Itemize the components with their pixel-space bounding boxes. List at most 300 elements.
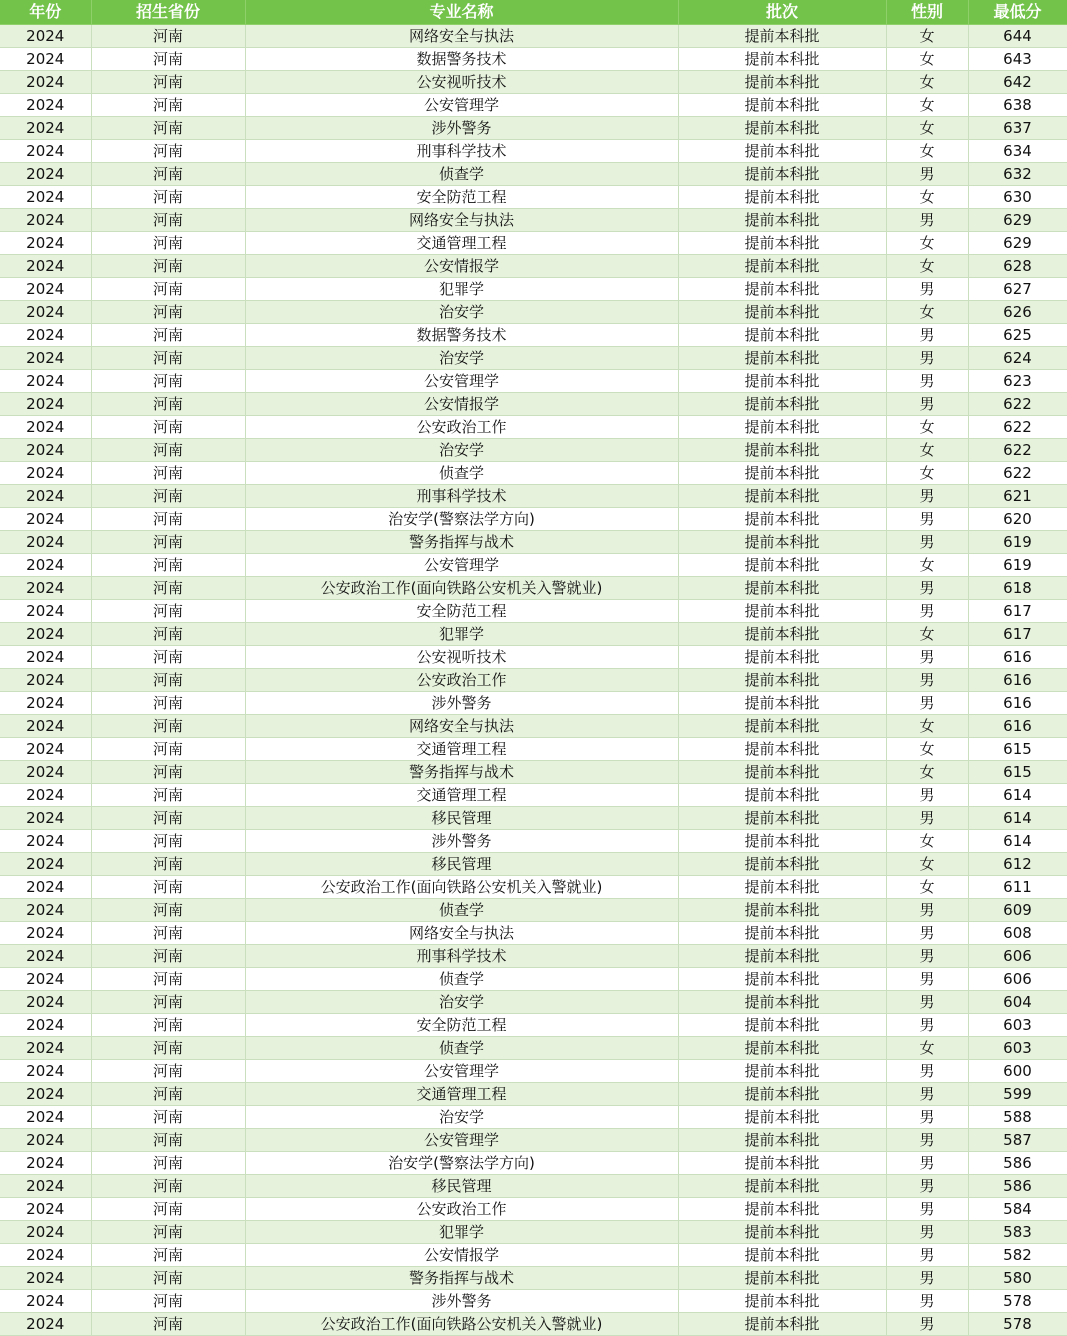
cell-batch: 提前本科批: [678, 738, 886, 761]
cell-province: 河南: [91, 692, 245, 715]
cell-province: 河南: [91, 991, 245, 1014]
cell-min-score: 603: [968, 1037, 1067, 1060]
cell-year: 2024: [0, 301, 91, 324]
header-row: [0, 0, 1067, 25]
table-row: [0, 876, 1067, 899]
table-row: [0, 1267, 1067, 1290]
cell-gender: 男: [886, 1106, 968, 1129]
cell-min-score: 622: [968, 462, 1067, 485]
cell-gender: 女: [886, 876, 968, 899]
cell-major: 侦查学: [245, 1037, 678, 1060]
cell-major: 犯罪学: [245, 1221, 678, 1244]
cell-province: 河南: [91, 899, 245, 922]
cell-major: 公安政治工作: [245, 1198, 678, 1221]
cell-province: 河南: [91, 1175, 245, 1198]
cell-min-score: 586: [968, 1152, 1067, 1175]
cell-batch: 提前本科批: [678, 25, 886, 48]
cell-gender: 男: [886, 1313, 968, 1336]
cell-province: 河南: [91, 738, 245, 761]
cell-batch: 提前本科批: [678, 48, 886, 71]
table-row: [0, 1175, 1067, 1198]
cell-gender: 男: [886, 324, 968, 347]
cell-batch: 提前本科批: [678, 1060, 886, 1083]
table-header: [0, 0, 1067, 25]
cell-major: 公安政治工作(面向铁路公安机关入警就业): [245, 577, 678, 600]
cell-min-score: 642: [968, 71, 1067, 94]
cell-year: 2024: [0, 1083, 91, 1106]
table-row: [0, 669, 1067, 692]
cell-year: 2024: [0, 1060, 91, 1083]
cell-major: 治安学: [245, 1106, 678, 1129]
table-row: [0, 416, 1067, 439]
cell-year: 2024: [0, 508, 91, 531]
cell-gender: 男: [886, 393, 968, 416]
cell-batch: 提前本科批: [678, 1267, 886, 1290]
cell-year: 2024: [0, 255, 91, 278]
cell-major: 侦查学: [245, 163, 678, 186]
cell-min-score: 629: [968, 209, 1067, 232]
cell-year: 2024: [0, 1198, 91, 1221]
cell-min-score: 628: [968, 255, 1067, 278]
cell-batch: 提前本科批: [678, 186, 886, 209]
cell-province: 河南: [91, 1014, 245, 1037]
cell-province: 河南: [91, 301, 245, 324]
cell-gender: 男: [886, 1083, 968, 1106]
cell-province: 河南: [91, 807, 245, 830]
cell-major: 移民管理: [245, 1175, 678, 1198]
cell-major: 网络安全与执法: [245, 209, 678, 232]
cell-year: 2024: [0, 25, 91, 48]
cell-gender: 男: [886, 577, 968, 600]
cell-gender: 女: [886, 830, 968, 853]
table-row: [0, 347, 1067, 370]
cell-major: 网络安全与执法: [245, 715, 678, 738]
cell-major: 涉外警务: [245, 117, 678, 140]
cell-gender: 男: [886, 1244, 968, 1267]
table-row: [0, 1221, 1067, 1244]
cell-min-score: 586: [968, 1175, 1067, 1198]
cell-gender: 男: [886, 945, 968, 968]
cell-batch: 提前本科批: [678, 899, 886, 922]
cell-province: 河南: [91, 1221, 245, 1244]
cell-province: 河南: [91, 554, 245, 577]
cell-batch: 提前本科批: [678, 1083, 886, 1106]
table-row: [0, 1083, 1067, 1106]
cell-batch: 提前本科批: [678, 945, 886, 968]
cell-batch: 提前本科批: [678, 669, 886, 692]
cell-year: 2024: [0, 577, 91, 600]
cell-gender: 男: [886, 1060, 968, 1083]
cell-year: 2024: [0, 1175, 91, 1198]
cell-province: 河南: [91, 1129, 245, 1152]
cell-year: 2024: [0, 1129, 91, 1152]
cell-min-score: 622: [968, 416, 1067, 439]
cell-province: 河南: [91, 393, 245, 416]
cell-batch: 提前本科批: [678, 301, 886, 324]
cell-major: 移民管理: [245, 807, 678, 830]
cell-major: 交通管理工程: [245, 784, 678, 807]
table-row: [0, 807, 1067, 830]
cell-gender: 女: [886, 117, 968, 140]
cell-gender: 男: [886, 968, 968, 991]
cell-min-score: 606: [968, 945, 1067, 968]
cell-gender: 女: [886, 186, 968, 209]
cell-min-score: 611: [968, 876, 1067, 899]
cell-province: 河南: [91, 324, 245, 347]
cell-major: 公安情报学: [245, 255, 678, 278]
cell-province: 河南: [91, 186, 245, 209]
cell-batch: 提前本科批: [678, 393, 886, 416]
cell-batch: 提前本科批: [678, 692, 886, 715]
cell-year: 2024: [0, 876, 91, 899]
cell-min-score: 622: [968, 439, 1067, 462]
cell-year: 2024: [0, 71, 91, 94]
cell-batch: 提前本科批: [678, 1221, 886, 1244]
cell-min-score: 626: [968, 301, 1067, 324]
cell-year: 2024: [0, 324, 91, 347]
cell-min-score: 616: [968, 692, 1067, 715]
table-row: [0, 48, 1067, 71]
cell-year: 2024: [0, 1221, 91, 1244]
cell-min-score: 608: [968, 922, 1067, 945]
table-body: [0, 25, 1067, 1336]
cell-year: 2024: [0, 347, 91, 370]
cell-min-score: 619: [968, 531, 1067, 554]
table-row: [0, 1037, 1067, 1060]
cell-batch: 提前本科批: [678, 1152, 886, 1175]
cell-batch: 提前本科批: [678, 278, 886, 301]
table-row: [0, 1060, 1067, 1083]
cell-province: 河南: [91, 968, 245, 991]
cell-major: 公安管理学: [245, 94, 678, 117]
cell-province: 河南: [91, 876, 245, 899]
cell-major: 公安管理学: [245, 370, 678, 393]
cell-gender: 女: [886, 462, 968, 485]
cell-major: 安全防范工程: [245, 600, 678, 623]
cell-batch: 提前本科批: [678, 600, 886, 623]
cell-province: 河南: [91, 531, 245, 554]
cell-year: 2024: [0, 117, 91, 140]
cell-batch: 提前本科批: [678, 71, 886, 94]
cell-province: 河南: [91, 25, 245, 48]
cell-province: 河南: [91, 508, 245, 531]
table-row: [0, 462, 1067, 485]
cell-min-score: 618: [968, 577, 1067, 600]
cell-year: 2024: [0, 623, 91, 646]
cell-gender: 女: [886, 48, 968, 71]
cell-major: 警务指挥与战术: [245, 531, 678, 554]
table-row: [0, 784, 1067, 807]
cell-gender: 男: [886, 692, 968, 715]
cell-year: 2024: [0, 163, 91, 186]
cell-year: 2024: [0, 209, 91, 232]
cell-province: 河南: [91, 922, 245, 945]
cell-year: 2024: [0, 462, 91, 485]
cell-batch: 提前本科批: [678, 324, 886, 347]
cell-year: 2024: [0, 554, 91, 577]
cell-gender: 男: [886, 669, 968, 692]
table-row: [0, 1129, 1067, 1152]
cell-gender: 男: [886, 991, 968, 1014]
cell-province: 河南: [91, 140, 245, 163]
cell-year: 2024: [0, 186, 91, 209]
cell-major: 涉外警务: [245, 830, 678, 853]
cell-year: 2024: [0, 784, 91, 807]
cell-gender: 女: [886, 623, 968, 646]
cell-major: 刑事科学技术: [245, 140, 678, 163]
cell-batch: 提前本科批: [678, 140, 886, 163]
cell-year: 2024: [0, 94, 91, 117]
cell-min-score: 615: [968, 761, 1067, 784]
cell-year: 2024: [0, 1014, 91, 1037]
cell-year: 2024: [0, 48, 91, 71]
cell-min-score: 643: [968, 48, 1067, 71]
cell-gender: 女: [886, 1037, 968, 1060]
cell-year: 2024: [0, 991, 91, 1014]
cell-gender: 男: [886, 278, 968, 301]
cell-major: 交通管理工程: [245, 1083, 678, 1106]
cell-gender: 男: [886, 1198, 968, 1221]
table-row: [0, 1152, 1067, 1175]
table-row: [0, 1313, 1067, 1336]
cell-province: 河南: [91, 646, 245, 669]
cell-batch: 提前本科批: [678, 508, 886, 531]
cell-min-score: 614: [968, 784, 1067, 807]
table-row: [0, 600, 1067, 623]
cell-gender: 男: [886, 899, 968, 922]
header-batch: 批次: [678, 0, 886, 25]
cell-year: 2024: [0, 692, 91, 715]
table-row: [0, 1290, 1067, 1313]
cell-gender: 男: [886, 807, 968, 830]
cell-major: 公安视听技术: [245, 646, 678, 669]
cell-year: 2024: [0, 646, 91, 669]
cell-batch: 提前本科批: [678, 232, 886, 255]
cell-batch: 提前本科批: [678, 715, 886, 738]
table-row: [0, 232, 1067, 255]
cell-batch: 提前本科批: [678, 163, 886, 186]
cell-province: 河南: [91, 232, 245, 255]
cell-batch: 提前本科批: [678, 94, 886, 117]
cell-batch: 提前本科批: [678, 1106, 886, 1129]
table-row: [0, 761, 1067, 784]
cell-min-score: 614: [968, 807, 1067, 830]
cell-province: 河南: [91, 945, 245, 968]
cell-province: 河南: [91, 853, 245, 876]
cell-min-score: 622: [968, 393, 1067, 416]
cell-min-score: 623: [968, 370, 1067, 393]
cell-gender: 女: [886, 715, 968, 738]
cell-major: 涉外警务: [245, 692, 678, 715]
cell-major: 公安政治工作: [245, 416, 678, 439]
cell-gender: 男: [886, 209, 968, 232]
table-row: [0, 255, 1067, 278]
cell-major: 移民管理: [245, 853, 678, 876]
cell-year: 2024: [0, 232, 91, 255]
header-gender: 性别: [886, 0, 968, 25]
header-min-score: 最低分: [968, 0, 1067, 25]
cell-province: 河南: [91, 761, 245, 784]
cell-gender: 女: [886, 439, 968, 462]
cell-min-score: 582: [968, 1244, 1067, 1267]
table-row: [0, 1198, 1067, 1221]
table-row: [0, 692, 1067, 715]
cell-major: 刑事科学技术: [245, 945, 678, 968]
cell-major: 治安学: [245, 301, 678, 324]
cell-province: 河南: [91, 1037, 245, 1060]
cell-year: 2024: [0, 738, 91, 761]
cell-year: 2024: [0, 899, 91, 922]
cell-min-score: 616: [968, 646, 1067, 669]
cell-year: 2024: [0, 807, 91, 830]
cell-gender: 女: [886, 761, 968, 784]
cell-min-score: 616: [968, 669, 1067, 692]
cell-gender: 男: [886, 1014, 968, 1037]
cell-year: 2024: [0, 485, 91, 508]
cell-major: 侦查学: [245, 968, 678, 991]
cell-province: 河南: [91, 347, 245, 370]
table-row: [0, 968, 1067, 991]
table-row: [0, 25, 1067, 48]
cell-year: 2024: [0, 439, 91, 462]
cell-province: 河南: [91, 715, 245, 738]
cell-min-score: 625: [968, 324, 1067, 347]
cell-batch: 提前本科批: [678, 807, 886, 830]
cell-batch: 提前本科批: [678, 1198, 886, 1221]
cell-year: 2024: [0, 416, 91, 439]
cell-batch: 提前本科批: [678, 531, 886, 554]
cell-gender: 男: [886, 784, 968, 807]
cell-province: 河南: [91, 1060, 245, 1083]
cell-year: 2024: [0, 761, 91, 784]
cell-batch: 提前本科批: [678, 1290, 886, 1313]
cell-year: 2024: [0, 1290, 91, 1313]
table-row: [0, 899, 1067, 922]
table-row: [0, 945, 1067, 968]
table-row: [0, 738, 1067, 761]
cell-province: 河南: [91, 577, 245, 600]
cell-province: 河南: [91, 1267, 245, 1290]
cell-batch: 提前本科批: [678, 554, 886, 577]
cell-year: 2024: [0, 830, 91, 853]
cell-min-score: 638: [968, 94, 1067, 117]
cell-major: 交通管理工程: [245, 738, 678, 761]
cell-batch: 提前本科批: [678, 117, 886, 140]
cell-gender: 女: [886, 416, 968, 439]
cell-major: 安全防范工程: [245, 1014, 678, 1037]
cell-major: 涉外警务: [245, 1290, 678, 1313]
cell-major: 公安情报学: [245, 393, 678, 416]
cell-year: 2024: [0, 715, 91, 738]
cell-year: 2024: [0, 1152, 91, 1175]
cell-gender: 女: [886, 94, 968, 117]
cell-batch: 提前本科批: [678, 1129, 886, 1152]
cell-batch: 提前本科批: [678, 922, 886, 945]
table-row: [0, 485, 1067, 508]
cell-min-score: 614: [968, 830, 1067, 853]
cell-min-score: 584: [968, 1198, 1067, 1221]
cell-province: 河南: [91, 255, 245, 278]
cell-batch: 提前本科批: [678, 784, 886, 807]
cell-year: 2024: [0, 1037, 91, 1060]
cell-gender: 男: [886, 1129, 968, 1152]
table-row: [0, 278, 1067, 301]
cell-province: 河南: [91, 1244, 245, 1267]
cell-province: 河南: [91, 1152, 245, 1175]
table-row: [0, 508, 1067, 531]
cell-gender: 男: [886, 508, 968, 531]
cell-province: 河南: [91, 1198, 245, 1221]
cell-province: 河南: [91, 623, 245, 646]
cell-major: 公安管理学: [245, 1129, 678, 1152]
cell-major: 侦查学: [245, 462, 678, 485]
cell-major: 公安政治工作(面向铁路公安机关入警就业): [245, 876, 678, 899]
table-row: [0, 646, 1067, 669]
cell-province: 河南: [91, 94, 245, 117]
cell-major: 刑事科学技术: [245, 485, 678, 508]
cell-major: 数据警务技术: [245, 324, 678, 347]
cell-year: 2024: [0, 140, 91, 163]
table-row: [0, 393, 1067, 416]
cell-batch: 提前本科批: [678, 370, 886, 393]
table-row: [0, 577, 1067, 600]
cell-min-score: 604: [968, 991, 1067, 1014]
cell-batch: 提前本科批: [678, 347, 886, 370]
cell-year: 2024: [0, 922, 91, 945]
cell-gender: 男: [886, 646, 968, 669]
cell-gender: 女: [886, 71, 968, 94]
table-row: [0, 324, 1067, 347]
cell-batch: 提前本科批: [678, 876, 886, 899]
table-row: [0, 117, 1067, 140]
cell-year: 2024: [0, 1106, 91, 1129]
cell-batch: 提前本科批: [678, 1244, 886, 1267]
cell-batch: 提前本科批: [678, 416, 886, 439]
cell-min-score: 587: [968, 1129, 1067, 1152]
cell-min-score: 588: [968, 1106, 1067, 1129]
cell-min-score: 621: [968, 485, 1067, 508]
cell-min-score: 603: [968, 1014, 1067, 1037]
cell-gender: 男: [886, 1175, 968, 1198]
cell-batch: 提前本科批: [678, 830, 886, 853]
cell-major: 侦查学: [245, 899, 678, 922]
cell-batch: 提前本科批: [678, 853, 886, 876]
cell-gender: 男: [886, 1290, 968, 1313]
cell-year: 2024: [0, 1244, 91, 1267]
cell-province: 河南: [91, 71, 245, 94]
cell-min-score: 600: [968, 1060, 1067, 1083]
cell-major: 公安视听技术: [245, 71, 678, 94]
table-row: [0, 94, 1067, 117]
cell-province: 河南: [91, 209, 245, 232]
cell-min-score: 580: [968, 1267, 1067, 1290]
cell-min-score: 637: [968, 117, 1067, 140]
cell-batch: 提前本科批: [678, 209, 886, 232]
table-row: [0, 140, 1067, 163]
cell-min-score: 599: [968, 1083, 1067, 1106]
cell-gender: 男: [886, 485, 968, 508]
cell-gender: 女: [886, 301, 968, 324]
cell-year: 2024: [0, 1267, 91, 1290]
table-row: [0, 186, 1067, 209]
cell-min-score: 617: [968, 623, 1067, 646]
cell-gender: 男: [886, 922, 968, 945]
cell-gender: 女: [886, 738, 968, 761]
cell-province: 河南: [91, 1313, 245, 1336]
cell-province: 河南: [91, 416, 245, 439]
cell-major: 公安政治工作: [245, 669, 678, 692]
cell-major: 警务指挥与战术: [245, 761, 678, 784]
